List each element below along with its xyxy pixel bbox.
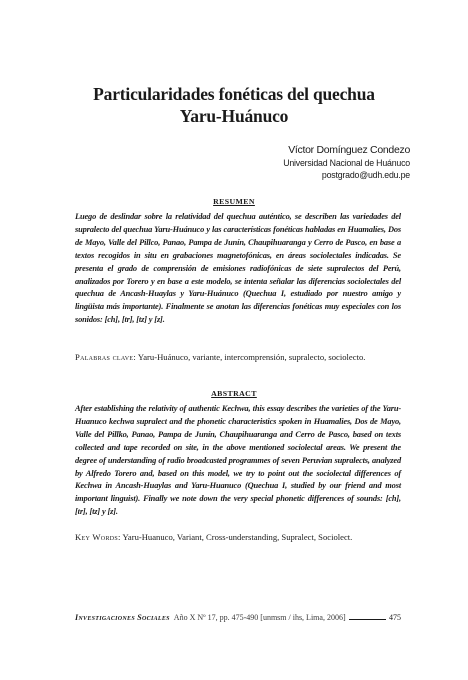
abstract-keywords-label: Key Words:	[75, 532, 121, 542]
resumen-keywords-label: Palabras clave:	[75, 352, 137, 362]
abstract-keywords	[75, 531, 401, 544]
title-line-2: Yaru-Huánuco	[179, 106, 289, 126]
abstract-text: After establishing the relativity of authentic Kechwa, this essay describes the varieties of the Yaru-Huanuco kechwa supralect and the phonetic characteristics spoken in Huamalies, Dos de Mayo, Valle del Pillko, Panao, Pampa de Junín, Chaupihuaranga and Cerro de Pasco, based on texts collected and tape recorded on site, in the above mentioned sociolectal areas. We present the degree of understanding of radio broadcasted programmes of seven Peruvian supralects, analyzed by Alfredo Torero and, based on this model, we try to point out the sociolectal differences of Kechwa in Ancash-Huaylas and Yaru-Huanuco (Quechua I, studied by our friend and most important linguist). Finally we note down the very special phonetic differences of sounds: [ch], [tr], [tz] y [z].	[75, 404, 401, 517]
resumen-text: Luego de deslindar sobre la relatividad del quechua auténtico, se describen las variedades del supralecto del quechua Yaru-Huánuco y las características fonéticas habladas en Huamalíes, Dos de Mayo, Valle del Pillco, Panao, Pampa de Junín, Chaupihuaranga y Cerro de Pasco, en base a textos recogidos in situ en grabaciones magnetofónicas, en áreas sociolectales indicadas. Se presenta el grado de comprensión de emisiones radiofónicas de siete supralectos del Perú, analizados por Torero y en base a este modelo, se intenta señalar las diferencias sociolectales del quechua de Ancash-Huaylas y Yaru-Huánuco (Quechua I, estudiado por nuestro amigo y lingüista más importante). Finalmente se anotan las diferencias fonéticas muy especiales con los sonidos: [ch], [tr], [tz] y [z].	[75, 212, 401, 325]
article-title	[60, 83, 408, 127]
author-block	[283, 143, 410, 181]
abstract-keywords-list: Yaru-Huanuco, Variant, Cross-understanding, Supralect, Sociolect.	[122, 532, 353, 542]
author-name: Víctor Domínguez Condezo	[288, 144, 410, 156]
resumen-keywords-list: Yaru-Huánuco, variante, intercomprensión, supralecto, sociolecto.	[137, 352, 366, 362]
footer-journal: Investigaciones Sociales	[75, 613, 170, 622]
author-email: postgrado@udh.edu.pe	[321, 170, 410, 180]
title-line-1: Particularidades fonéticas del quechua	[93, 84, 375, 104]
abstract-heading: ABSTRACT	[211, 389, 257, 398]
resumen-heading: RESUMEN	[213, 197, 255, 206]
footer-page-number: 475	[389, 613, 401, 622]
footer-reference: Año X Nº 17, pp. 475-490 [unmsm / ihs, Lima, 2006]	[173, 613, 346, 622]
author-affiliation: Universidad Nacional de Huánuco	[283, 158, 410, 168]
footer-rule	[349, 619, 386, 620]
resumen-keywords	[75, 351, 401, 364]
page-footer	[75, 612, 401, 624]
